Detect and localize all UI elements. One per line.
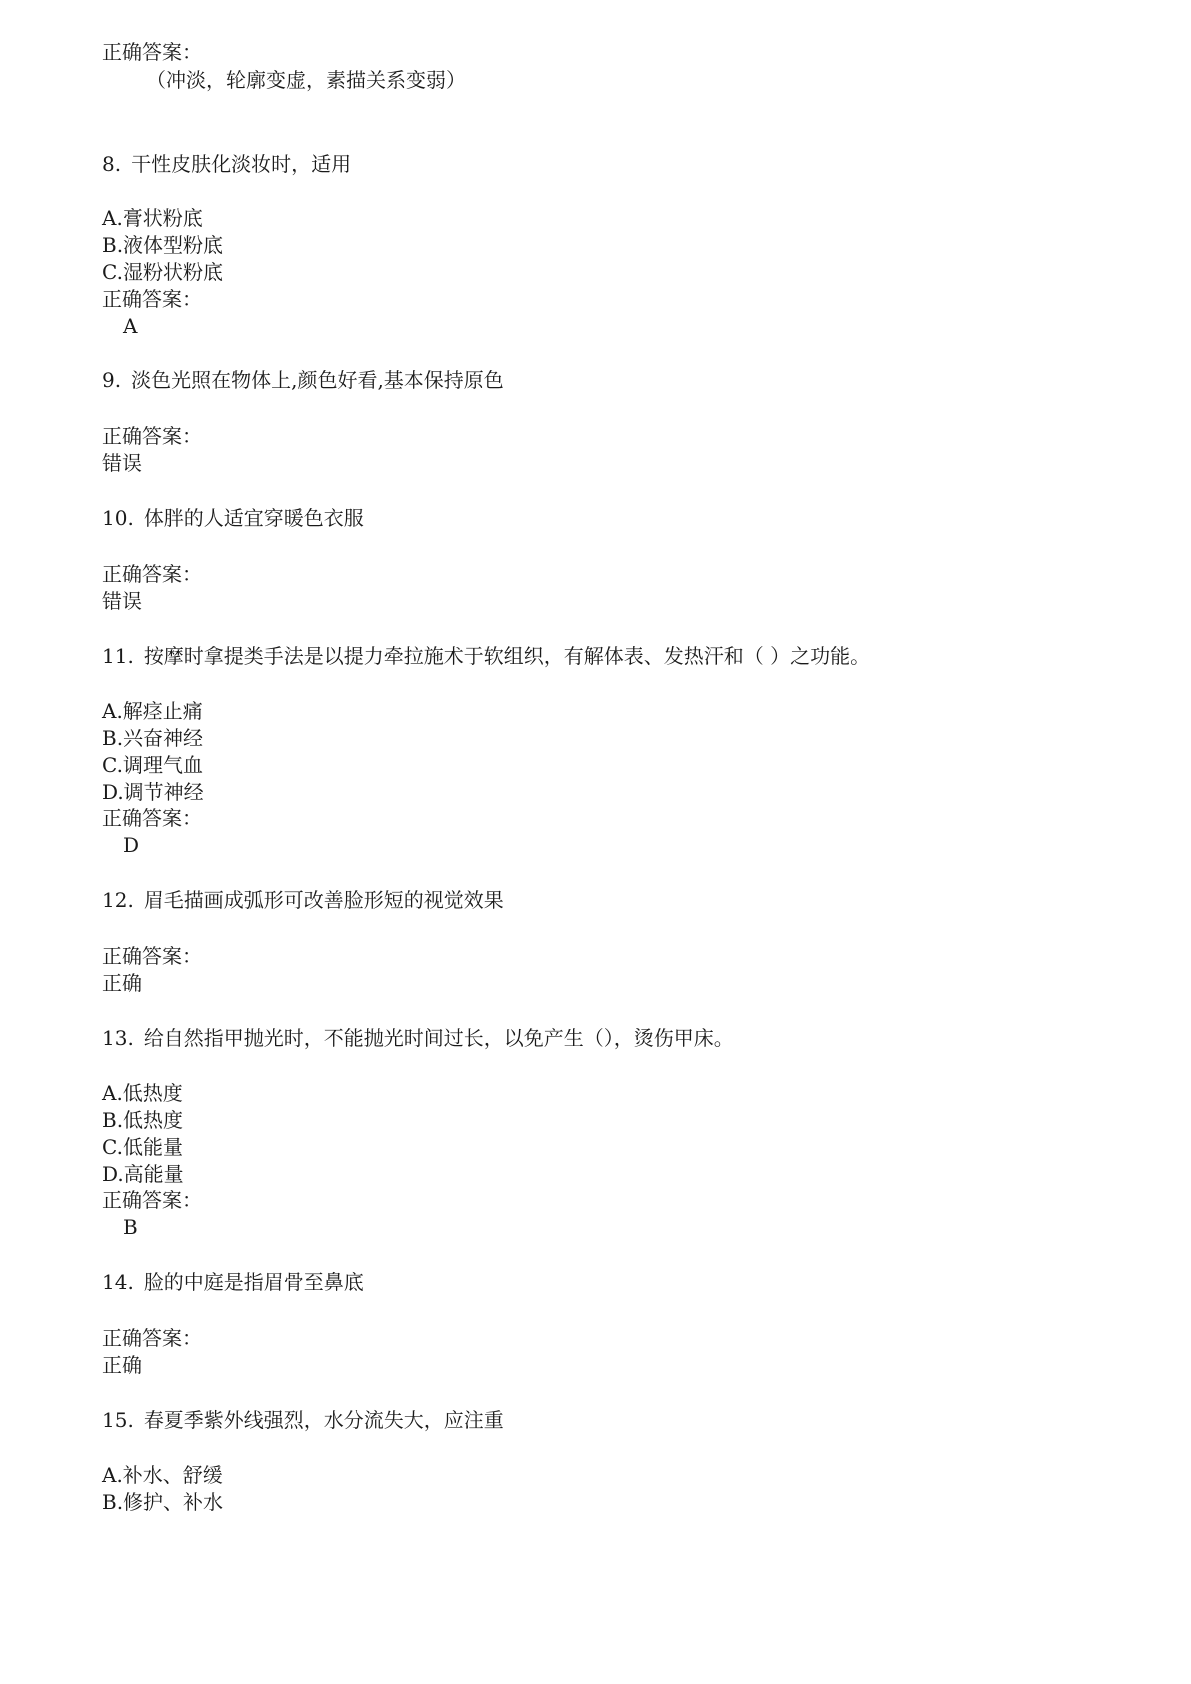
question-number: 11. — [102, 644, 134, 668]
question-text: 体胖的人适宜穿暖色衣服 — [143, 506, 364, 530]
answer-label: 正确答案： — [102, 1188, 202, 1212]
option: A.低热度 — [102, 1081, 183, 1105]
question-number: 12. — [102, 888, 134, 912]
answer-label: 正确答案： — [102, 1326, 202, 1350]
question-12 — [102, 888, 504, 912]
question-8 — [102, 152, 351, 176]
answer-text: （冲淡，轮廓变虚，素描关系变弱） — [146, 68, 466, 92]
answer-value: 错误 — [102, 589, 142, 613]
option: C.湿粉状粉底 — [102, 260, 223, 284]
answer-value: A — [123, 314, 138, 338]
question-number: 8. — [102, 152, 122, 176]
answer-value: 正确 — [102, 1353, 142, 1377]
answer-value: 错误 — [102, 451, 142, 475]
answer-label: 正确答案： — [102, 562, 202, 586]
question-number: 15. — [102, 1408, 134, 1432]
answer-value: B — [123, 1215, 138, 1239]
question-number: 14. — [102, 1270, 134, 1294]
question-10 — [102, 506, 364, 530]
question-9 — [102, 368, 504, 392]
question-text: 按摩时拿提类手法是以提力牵拉施术于软组织，有解体表、发热汗和（ ）之功能。 — [143, 644, 871, 668]
option: C.调理气血 — [102, 753, 203, 777]
answer-label: 正确答案： — [102, 944, 202, 968]
option: D.高能量 — [102, 1162, 184, 1186]
option: B.液体型粉底 — [102, 233, 224, 257]
question-13 — [102, 1026, 734, 1050]
question-14 — [102, 1270, 364, 1294]
question-text: 干性皮肤化淡妆时，适用 — [131, 152, 352, 176]
option: D.调节神经 — [102, 780, 204, 804]
option: A.补水、舒缓 — [102, 1463, 223, 1487]
option: B.低热度 — [102, 1108, 184, 1132]
answer-label: 正确答案： — [102, 806, 202, 830]
question-11 — [102, 644, 870, 668]
question-number: 10. — [102, 506, 134, 530]
answer-label: 正确答案： — [102, 287, 202, 311]
option: A.解痉止痛 — [102, 699, 203, 723]
question-text: 淡色光照在物体上,颜色好看,基本保持原色 — [131, 368, 504, 392]
question-text: 春夏季紫外线强烈，水分流失大，应注重 — [143, 1408, 504, 1432]
answer-label: 正确答案： — [102, 424, 202, 448]
question-text: 给自然指甲抛光时，不能抛光时间过长，以免产生（），烫伤甲床。 — [143, 1026, 734, 1050]
question-text: 脸的中庭是指眉骨至鼻底 — [143, 1270, 364, 1294]
option: A.膏状粉底 — [102, 206, 203, 230]
option: C.低能量 — [102, 1135, 183, 1159]
question-text: 眉毛描画成弧形可改善脸形短的视觉效果 — [143, 888, 504, 912]
answer-value: 正确 — [102, 971, 142, 995]
question-number: 9. — [102, 368, 122, 392]
answer-value: D — [123, 833, 140, 857]
question-number: 13. — [102, 1026, 134, 1050]
option: B.修护、补水 — [102, 1490, 224, 1514]
option: B.兴奋神经 — [102, 726, 204, 750]
answer-label: 正确答案： — [102, 40, 202, 64]
question-15 — [102, 1408, 504, 1432]
